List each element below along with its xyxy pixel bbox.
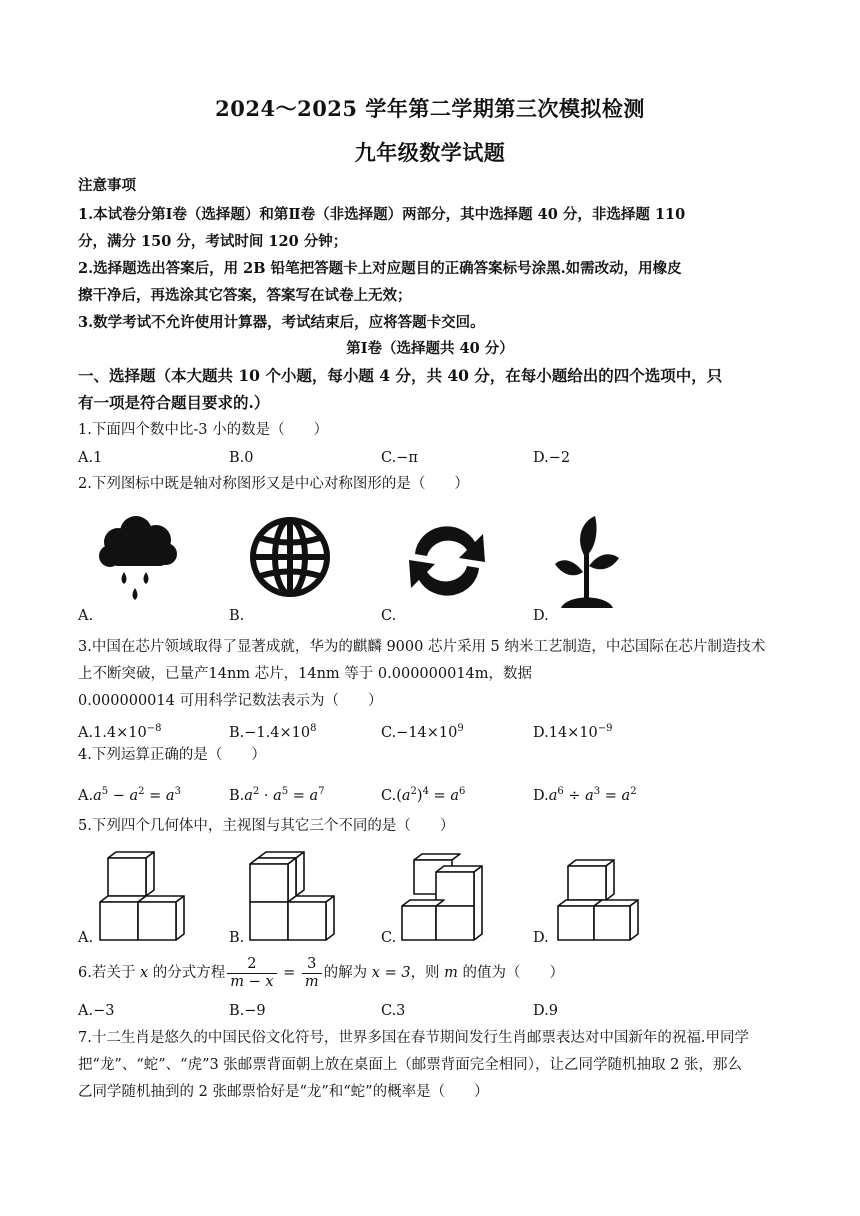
q5-solid-c-figure [398, 852, 490, 942]
q2-stem: 2.下列图标中既是轴对称图形又是中心对称图形的是（ ） [78, 476, 469, 492]
exam-subtitle: 九年级数学试题 [354, 140, 506, 165]
q4-option-a: $A.a^5 - a^2 = a^3$ [78, 786, 181, 804]
notice-line-3: 2.选择题选出答案后，用 2B 铅笔把答题卡上对应题目的正确答案标号涂黑.如需改动，用橡皮 [78, 260, 682, 277]
recycle-arrows-icon [397, 520, 497, 602]
exam-title: 2024～2025 学年第二学期第三次模拟检测 [215, 96, 645, 121]
part1-title: 第Ⅰ卷（选择题共 40 分） [346, 340, 514, 357]
q3-option-d [533, 719, 613, 743]
q4-option-b-label: B. [229, 787, 245, 804]
q3-stem-line-3: 0.000000014 可用科学记数法表示为（ ） [78, 693, 383, 709]
notice-line-4: 擦干净后，再选涂其它答案，答案写在试卷上无效； [78, 287, 412, 304]
q2-option-b: B. [229, 608, 245, 624]
q3-option-d-exp: −9 [597, 723, 613, 734]
q3-option-a-exp: −8 [146, 723, 162, 734]
q4-option-d-label: D. [533, 787, 549, 804]
q4-option-d: $D.a^6 \div a^3 = a^2$ [533, 786, 637, 804]
q5-option-a: A. [78, 930, 94, 946]
q3-option-c-exp: 9 [457, 723, 464, 734]
q2-option-d: D. [533, 608, 549, 624]
q1-stem: 1.下面四个数中比-3 小的数是（ ） [78, 422, 329, 438]
q5-option-b: B. [229, 930, 245, 946]
q3-option-b-exp: 8 [310, 723, 317, 734]
q6-option-d: D.9 [533, 1003, 558, 1019]
notice-line-1: 1.本试卷分第Ⅰ卷（选择题）和第Ⅱ卷（非选择题）两部分，其中选择题 40 分，非选择题 110 [78, 206, 686, 223]
q5-solid-d-figure [556, 858, 646, 942]
q6-text-4: ，则 [410, 965, 445, 981]
sprout-icon [553, 512, 621, 610]
q1-option-b: B.0 [229, 450, 254, 466]
q1-option-c: C.−π [381, 450, 418, 466]
q1-option-d: D.−2 [533, 450, 571, 466]
q3-option-c [381, 719, 464, 743]
q6-text-1: 6.若关于 [78, 965, 140, 981]
q6-option-c: C.3 [381, 1003, 406, 1019]
q3-option-a [78, 719, 162, 743]
q6-text-3: 的解为 [323, 965, 372, 981]
q4-option-b: $B.a^2 \cdot a^5 = a^7$ [229, 786, 325, 804]
q6-text-2: 的分式方程 [148, 965, 226, 981]
q1-option-a: A.1 [78, 450, 103, 466]
q6-equals: = [278, 965, 300, 981]
section-heading-line-1: 一、选择题（本大题共 10 个小题，每小题 4 分，共 40 分，在每小题给出的四个选项中，只 [78, 366, 723, 385]
section-heading-line-2: 有一项是符合题目要求的.） [78, 393, 270, 412]
q3-stem-line-2: 上不断突破，已量产14nm 芯片，14nm 等于 0.000000014m，数据 [78, 666, 533, 682]
q3-option-a-base: A.1.4×10 [78, 724, 147, 741]
q6-fraction-1: $\frac{2}{m - x}$ [227, 956, 276, 991]
q6-var-x: x [139, 965, 149, 981]
q6-solution: x = 3 [371, 965, 411, 981]
q3-option-b [229, 719, 316, 743]
q3-option-d-base: D.14×10 [533, 724, 598, 741]
q7-stem-line-1: 7.十二生肖是悠久的中国民俗文化符号，世界多国在春节期间发行生肖邮票表达对中国新年的祝福.甲同学 [78, 1030, 749, 1046]
q6-option-b: B.−9 [229, 1003, 266, 1019]
notice-heading: 注意事项 [78, 177, 136, 194]
q4-option-c-label: C. [381, 787, 397, 804]
q4-option-a-label: A. [78, 787, 94, 804]
q5-solid-b-figure [246, 848, 336, 942]
notice-line-2: 分，满分 150 分，考试时间 120 分钟； [78, 233, 348, 250]
q5-option-c: C. [381, 930, 397, 946]
q4-stem: 4.下列运算正确的是（ ） [78, 747, 266, 763]
q7-stem-line-3: 乙同学随机抽到的 2 张邮票恰好是“龙”和“蛇”的概率是（ ） [78, 1084, 489, 1100]
globe-icon [248, 515, 332, 599]
q4-option-c: $C.(a^2)^4 = a^6$ [381, 786, 466, 804]
q6-fraction-2: $\frac{3}{m}$ [302, 956, 322, 991]
q2-option-a: A. [78, 608, 94, 624]
q6-text-5: 的值为（ ） [457, 965, 565, 981]
q5-solid-a-figure [96, 848, 186, 942]
q7-stem-line-2: 把“龙”、“蛇”、“虎”3 张邮票背面朝上放在桌面上（邮票背面完全相同），让乙同学随机抽取 2 张，那么 [78, 1057, 743, 1073]
q6-var-m: m [444, 965, 458, 981]
rain-cloud-icon [94, 512, 184, 608]
notice-line-5: 3.数学考试不允许使用计算器，考试结束后，应将答题卡交回。 [78, 314, 485, 331]
q5-option-d: D. [533, 930, 549, 946]
q3-option-b-base: B.−1.4×10 [229, 724, 311, 741]
q6-option-a: A.−3 [78, 1003, 115, 1019]
q6-stem [78, 954, 564, 992]
q5-stem: 5.下列四个几何体中，主视图与其它三个不同的是（ ） [78, 818, 455, 834]
q3-option-c-base: C.−14×10 [381, 724, 458, 741]
q2-option-c: C. [381, 608, 397, 624]
q3-stem-line-1: 3.中国在芯片领域取得了显著成就，华为的麒麟 9000 芯片采用 5 纳米工艺制造，中芯国际在芯片制造技术 [78, 639, 766, 655]
